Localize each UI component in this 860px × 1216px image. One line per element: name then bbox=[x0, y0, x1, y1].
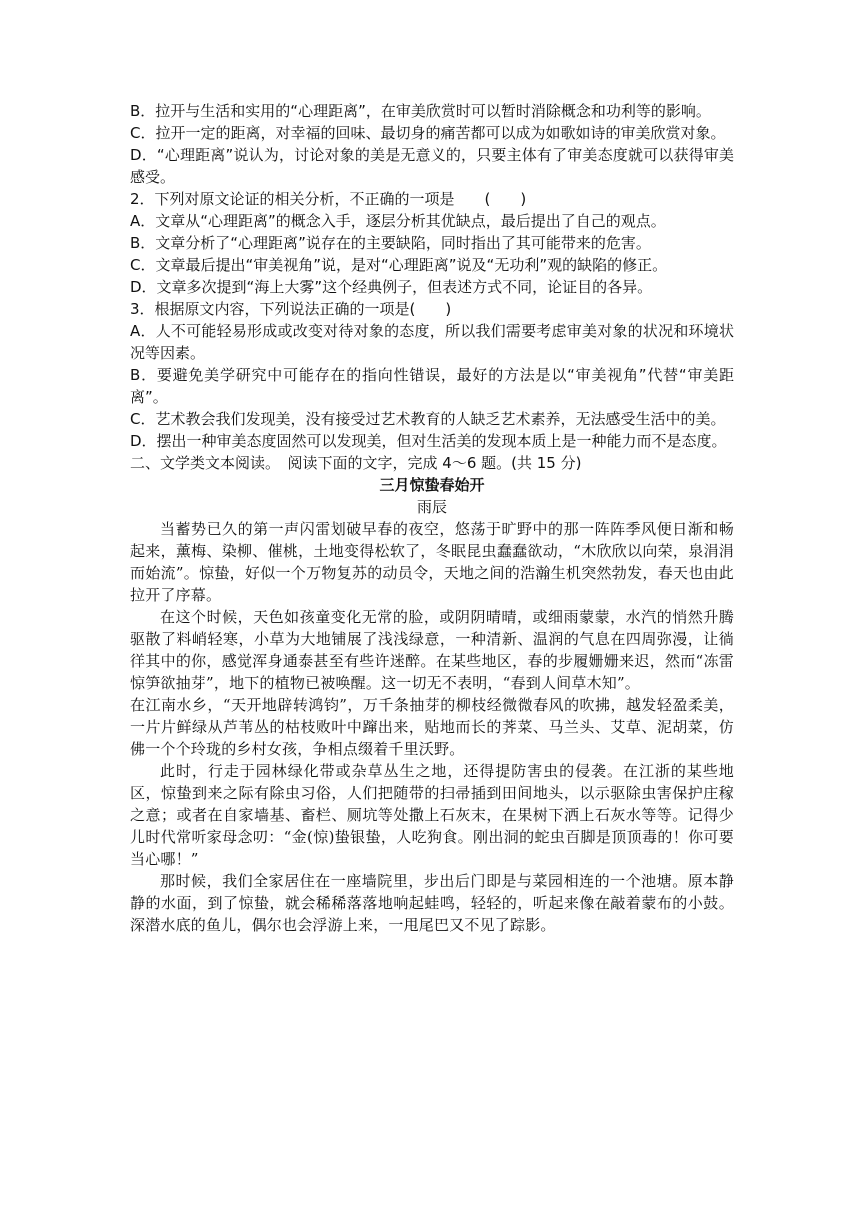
q1-option-b: B．拉开与生活和实用的“心理距离”，在审美欣赏时可以暂时消除概念和功利等的影响。 bbox=[130, 102, 711, 120]
article-paragraph-1: 当蓄势已久的第一声闪雷划破早春的夜空，悠荡于旷野中的那一阵阵季风便日渐和畅起来，薰梅、染柳、催桃，土地变得松软了，冬眠昆虫蠢蠢欲动，“木欣欣以向荣，泉涓涓而始流”。惊蛰，好似一个万物复苏的动员令，天地之间的浩瀚生机突然勃发，春天也由此拉开了序幕。 bbox=[130, 520, 734, 604]
article-paragraph-2: 在这个时候，天色如孩童变化无常的脸，或阴阴晴晴，或细雨蒙蒙，水汽的悄然升腾驱散了料峭轻寒，小草为大地铺展了浅浅绿意，一种清新、温润的气息在四周弥漫，让徜徉其中的你，感觉浑身通泰甚至有些许迷醉。在某些地区，春的步履姗姗来迟，然而“冻雷惊笋欲抽芽”，地下的植物已被唤醒。这一切无不表明，“春到人间草木知”。 bbox=[130, 608, 734, 692]
q3-option-b: B．要避免美学研究中可能存在的指向性错误，最好的方法是以“审美视角”代替“审美距离”。 bbox=[130, 366, 734, 406]
q1-option-d: D．“心理距离”说认为，讨论对象的美是无意义的，只要主体有了审美态度就可以获得审美感受。 bbox=[130, 146, 734, 186]
q2-option-d: D．文章多次提到“海上大雾”这个经典例子，但表述方式不同，论证目的各异。 bbox=[130, 278, 653, 296]
q3-option-d: D．摆出一种审美态度固然可以发现美，但对生活美的发现本质上是一种能力而不是态度。 bbox=[130, 432, 727, 450]
q3-stem: 3．根据原文内容，下列说法正确的一项是( ) bbox=[130, 300, 452, 318]
article-paragraph-4: 此时，行走于园林绿化带或杂草丛生之地，还得提防害虫的侵袭。在江浙的某些地区，惊蛰到来之际有除虫习俗，人们把随带的扫帚插到田间地头，以示驱除虫害保护庄稼之意；或者在自家墙基、畜栏、厕坑等处撒上石灰末，在果树下洒上石灰水等等。记得少儿时代常听家母念叨：“金(惊)蛰银蛰，人吃狗食。刚出洞的蛇虫百脚是顶顶毒的！你可要当心哪！” bbox=[130, 762, 734, 868]
q2-option-a: A．文章从“心理距离”的概念入手，逐层分析其优缺点，最后提出了自己的观点。 bbox=[130, 212, 666, 230]
q2-option-c: C．文章最后提出“审美视角”说，是对“心理距离”说及“无功利”观的缺陷的修正。 bbox=[130, 256, 668, 274]
q3-option-c: C．艺术教会我们发现美，没有接受过艺术教育的人缺乏艺术素养，无法感受生活中的美。 bbox=[130, 410, 726, 428]
section-heading: 二、文学类文本阅读。 阅读下面的文字，完成 4～6 题。(共 15 分) bbox=[130, 454, 582, 472]
article-paragraph-5: 那时候，我们全家居住在一座墙院里，步出后门即是与菜园相连的一个池塘。原本静静的水面，到了惊蛰，就会稀稀落落地响起蛙鸣，轻轻的，听起来像在敲着蒙布的小鼓。深潜水底的鱼儿，偶尔也会浮游上来，一甩尾巴又不见了踪影。 bbox=[130, 872, 734, 934]
q3-option-a: A．人不可能轻易形成或改变对待对象的态度，所以我们需要考虑审美对象的状况和环境状况等因素。 bbox=[130, 322, 734, 362]
article-title: 三月惊蛰春始开 bbox=[379, 476, 485, 494]
q1-option-c: C．拉开一定的距离，对幸福的回味、最切身的痛苦都可以成为如歌如诗的审美欣赏对象。 bbox=[130, 124, 726, 142]
article-paragraph-3: 在江南水乡，“天开地辟转鸿钧”，万千条抽芽的柳枝经微微春风的吹拂，越发轻盈柔美，一片片鲜绿从芦苇丛的枯枝败叶中蹿出来，贴地而长的荠菜、马兰头、艾草、泥胡菜，仿佛一个个玲珑的乡村女孩，争相点缀着千里沃野。 bbox=[130, 696, 734, 758]
q2-stem: 2．下列对原文论证的相关分析，不正确的一项是 ( ) bbox=[130, 190, 527, 208]
article-author: 雨辰 bbox=[416, 498, 447, 516]
document-page bbox=[130, 100, 734, 936]
q2-option-b: B．文章分析了“心理距离”说存在的主要缺陷，同时指出了其可能带来的危害。 bbox=[130, 234, 651, 252]
